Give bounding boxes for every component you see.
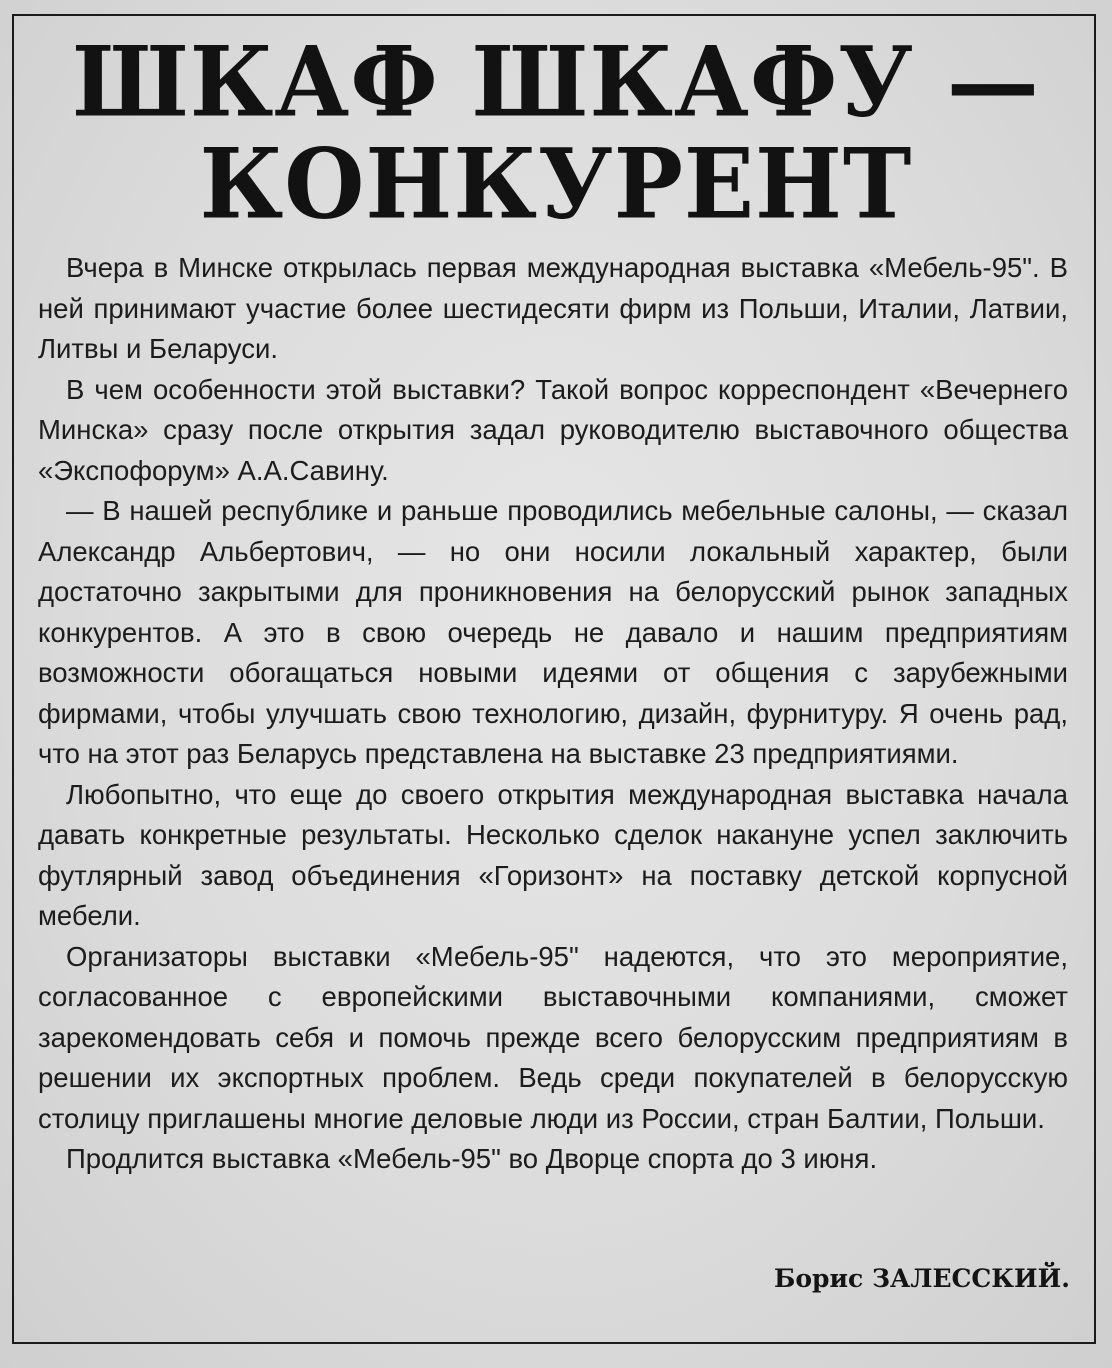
paragraph-4: Любопытно, что еще до своего открытия международная выставка начала давать конкретные результаты. Несколько сделок накануне успел заключить футлярный завод объединения «Горизонт» на поставку детской корпусной мебели. bbox=[38, 778, 1068, 931]
paragraph-1: Вчера в Минске открылась первая международная выставка «Мебель-95". В ней принимают участие более шестидесяти фирм из Польши, Италии, Латвии, Литвы и Беларуси. bbox=[38, 252, 1068, 364]
paragraph-6: Продлится выставка «Мебель-95" во Дворце спорта до 3 июня. bbox=[66, 1143, 878, 1174]
headline-line-2: КОНКУРЕНТ bbox=[199, 127, 913, 241]
paragraph-3: — В нашей республике и раньше проводились мебельные салоны, — сказал Александр Альбертович, — но они носили локальный характер, были достаточно закрытыми для проникновения на белорусский рынок западных конкурентов. А это в свою очередь не давало и нашим предприятиям возможности обогащаться новыми идеями от общения с зарубежными фирмами, чтобы улучшать свою технологию, дизайн, фурнитуру. Я очень рад, что на этот раз Беларусь представлена на выставке 23 предприятиями. bbox=[38, 495, 1068, 769]
paragraph-5: Организаторы выставки «Мебель-95" надеются, что это мероприятие, согласованное с европейскими выставочными компаниями, сможет зарекомендовать себя и помочь прежде всего белорусским предприятиям в решении их экспортных проблем. Ведь среди покупателей в белорусскую столицу приглашены многие деловые люди из России, стран Балтии, Польши. bbox=[38, 940, 1068, 1134]
paragraph-2: В чем особенности этой выставки? Такой вопрос корреспондент «Вечернего Минска» сразу после открытия задал руководителю выставочного общества «Экспофорум» А.А.Савину. bbox=[38, 373, 1068, 486]
headline-line-1: ШКАФ ШКАФУ — bbox=[72, 25, 1040, 139]
article-body bbox=[38, 248, 1068, 1180]
headline bbox=[0, 25, 1112, 241]
author-signature: Борис ЗАЛЕССКИЙ. bbox=[773, 1264, 1070, 1293]
